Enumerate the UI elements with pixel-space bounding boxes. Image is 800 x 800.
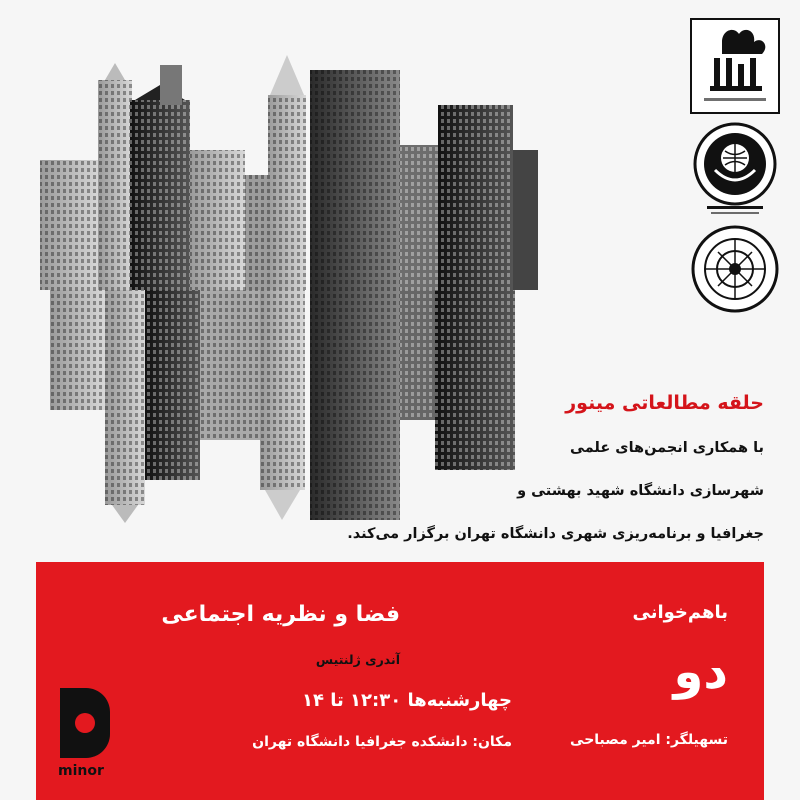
circle-title: حلقه مطالعاتی مینور bbox=[565, 392, 764, 414]
book-title: فضا و نظریه اجتماعی bbox=[161, 602, 400, 627]
facilitator: تسهیلگر: امیر مصباحی bbox=[570, 732, 728, 748]
mirrored-skyline-image bbox=[20, 55, 540, 525]
geography-urban-planning-association-seal-icon bbox=[685, 118, 785, 218]
minor-brand-icon bbox=[56, 684, 112, 760]
event-info-panel bbox=[36, 562, 764, 800]
geography-association-seal bbox=[688, 222, 782, 316]
description-line-3: جغرافیا و برنامه‌ریزی شهری دانشگاه تهران برگزار می‌کند. bbox=[347, 526, 764, 542]
session-label: باهم‌خوانی bbox=[632, 602, 728, 623]
minor-logo-box bbox=[690, 18, 780, 114]
location: مکان: دانشکده جغرافیا دانشگاه تهران bbox=[252, 734, 512, 750]
minor-logo-icon bbox=[692, 20, 778, 112]
description-line-2: شهرسازی دانشگاه شهید بهشتی و bbox=[517, 483, 764, 499]
brand-name: minor bbox=[58, 763, 104, 779]
geography-association-seal-icon bbox=[688, 222, 782, 316]
schedule: چهارشنبه‌ها ۱۲:۳۰ تا ۱۴ bbox=[302, 690, 512, 711]
session-number: دو bbox=[673, 644, 728, 700]
author: آندری ژلنتیس bbox=[315, 652, 400, 667]
description-line-1: با همکاری انجمن‌های علمی bbox=[570, 440, 764, 456]
urban-planning-association-seal bbox=[685, 118, 785, 218]
